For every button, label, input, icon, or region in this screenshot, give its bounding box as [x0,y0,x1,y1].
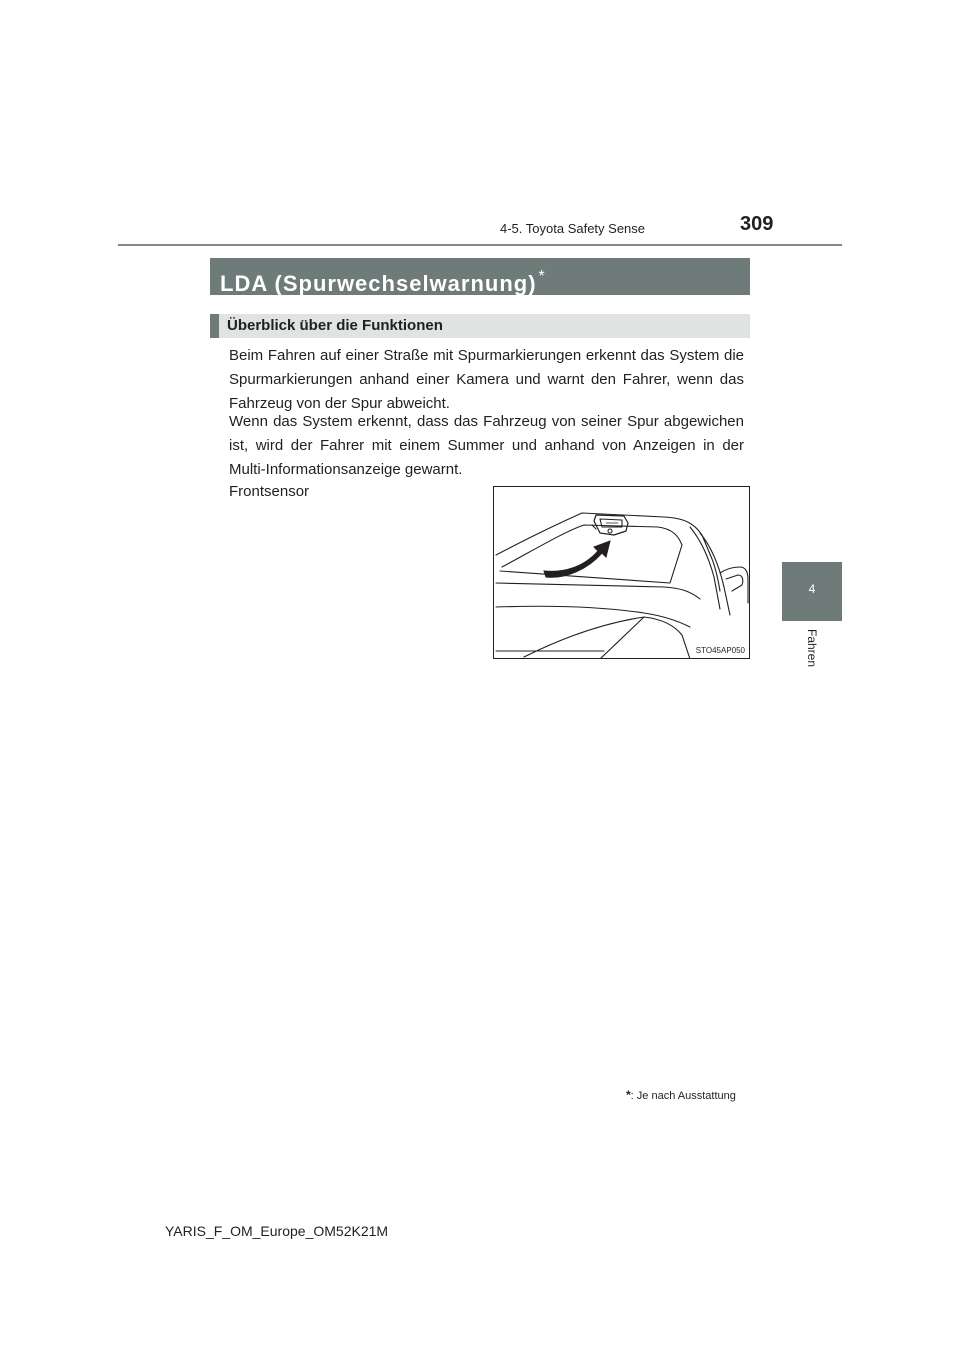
body-paragraph: Wenn das System erkennt, dass das Fahrzeug von seiner Spur abgewichen ist, wird der Fahrer mit einem Summer und anhand von Anzeigen in der Multi-Informationsanzeige gewarnt. [229,413,744,478]
body-paragraph: Beim Fahren auf einer Straße mit Spurmarkierungen erkennt das System die Spurmarkierungen anhand einer Kamera und warnt den Fahrer, wenn das Fahrzeug von der Spur abweicht. [229,347,744,412]
windshield-camera-drawing [494,487,750,659]
document-footer: YARIS_F_OM_Europe_OM52K21M [165,1223,389,1239]
chapter-number: 4 [808,582,816,596]
footnote-text: : Je nach Ausstattung [630,1090,736,1102]
section-header: 4-5. Toyota Safety Sense [500,221,646,236]
header-divider [118,244,842,246]
page-title [210,258,750,295]
title-footnote-marker: * [538,268,546,285]
section-subheading: Überblick über die Funktionen [210,314,750,338]
figure-id: STO45AP050 [695,646,745,655]
front-sensor-illustration [493,486,750,659]
chapter-tab[interactable] [782,562,842,621]
footnote-marker: * [626,1088,631,1102]
page-number: 309 [740,213,774,235]
footnote [626,1088,736,1102]
title-text: LDA (Spurwechselwarnung) [220,271,537,296]
chapter-label: Fahren [805,628,819,668]
figure-label: Frontsensor [229,483,310,500]
